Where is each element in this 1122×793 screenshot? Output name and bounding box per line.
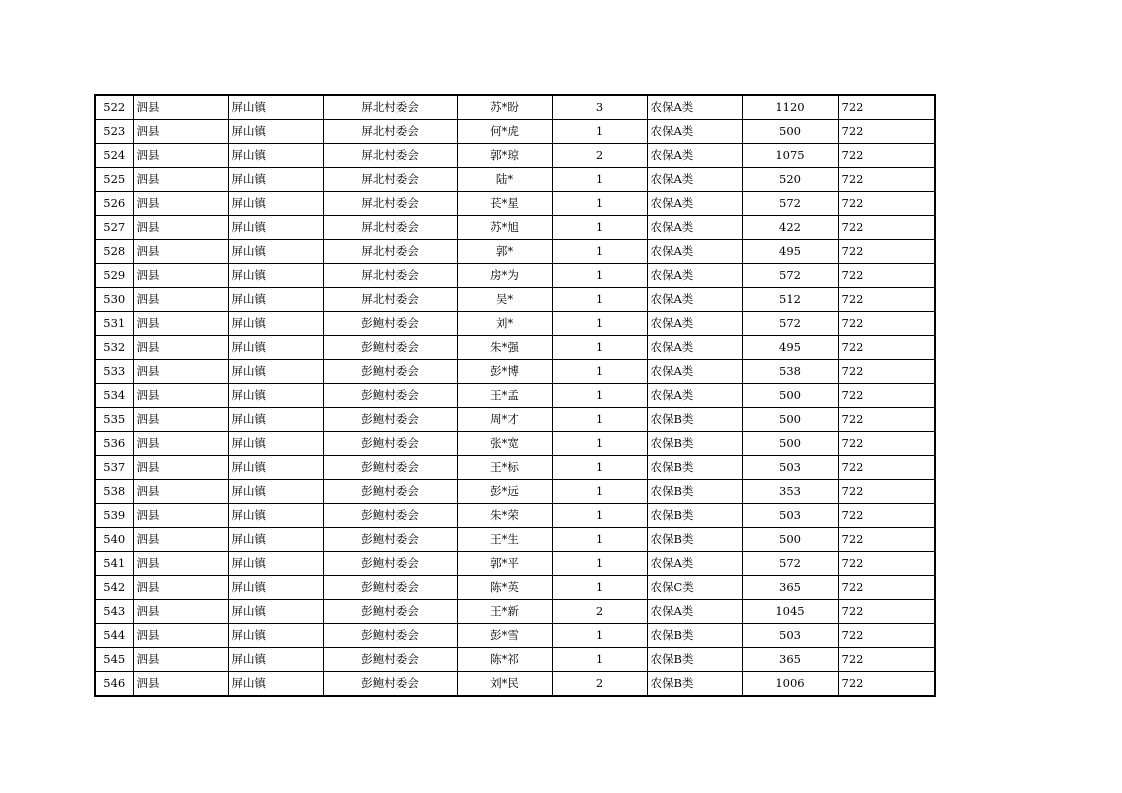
- village-cell: 屏北村委会: [323, 120, 457, 144]
- village-cell: 彭鲍村委会: [323, 432, 457, 456]
- town-cell: 屏山镇: [228, 600, 323, 624]
- amount-cell: 422: [742, 216, 838, 240]
- table-row: [95, 648, 935, 672]
- amount-cell: 1120: [742, 95, 838, 120]
- county-cell: 泗县: [133, 456, 228, 480]
- count-cell: 1: [552, 504, 647, 528]
- county-cell: 泗县: [133, 264, 228, 288]
- table-row: [95, 360, 935, 384]
- village-cell: 彭鲍村委会: [323, 384, 457, 408]
- row-number-cell: 522: [95, 95, 133, 120]
- name-cell: 王*生: [457, 528, 552, 552]
- category-cell: 农保B类: [647, 504, 742, 528]
- code-cell: 722: [838, 384, 935, 408]
- table-row: [95, 552, 935, 576]
- row-number-cell: 528: [95, 240, 133, 264]
- code-cell: 722: [838, 336, 935, 360]
- amount-cell: 503: [742, 504, 838, 528]
- amount-cell: 500: [742, 120, 838, 144]
- row-number-cell: 541: [95, 552, 133, 576]
- code-cell: 722: [838, 168, 935, 192]
- village-cell: 彭鲍村委会: [323, 408, 457, 432]
- village-cell: 彭鲍村委会: [323, 672, 457, 697]
- name-cell: 张*宽: [457, 432, 552, 456]
- count-cell: 1: [552, 624, 647, 648]
- county-cell: 泗县: [133, 384, 228, 408]
- code-cell: 722: [838, 648, 935, 672]
- table-row: [95, 504, 935, 528]
- county-cell: 泗县: [133, 240, 228, 264]
- count-cell: 1: [552, 480, 647, 504]
- village-cell: 彭鲍村委会: [323, 360, 457, 384]
- amount-cell: 512: [742, 288, 838, 312]
- amount-cell: 572: [742, 192, 838, 216]
- table-row: [95, 120, 935, 144]
- amount-cell: 503: [742, 624, 838, 648]
- village-cell: 彭鲍村委会: [323, 480, 457, 504]
- name-cell: 苏*旭: [457, 216, 552, 240]
- category-cell: 农保A类: [647, 288, 742, 312]
- category-cell: 农保A类: [647, 264, 742, 288]
- code-cell: 722: [838, 600, 935, 624]
- table-row: [95, 144, 935, 168]
- row-number-cell: 544: [95, 624, 133, 648]
- count-cell: 1: [552, 408, 647, 432]
- town-cell: 屏山镇: [228, 528, 323, 552]
- category-cell: 农保A类: [647, 120, 742, 144]
- count-cell: 3: [552, 95, 647, 120]
- name-cell: 朱*荣: [457, 504, 552, 528]
- name-cell: 郭*琼: [457, 144, 552, 168]
- village-cell: 彭鲍村委会: [323, 552, 457, 576]
- category-cell: 农保A类: [647, 600, 742, 624]
- code-cell: 722: [838, 360, 935, 384]
- name-cell: 刘*: [457, 312, 552, 336]
- amount-cell: 1045: [742, 600, 838, 624]
- name-cell: 陈*英: [457, 576, 552, 600]
- row-number-cell: 534: [95, 384, 133, 408]
- amount-cell: 572: [742, 312, 838, 336]
- data-table: [94, 94, 936, 697]
- code-cell: 722: [838, 95, 935, 120]
- row-number-cell: 535: [95, 408, 133, 432]
- amount-cell: 365: [742, 648, 838, 672]
- count-cell: 1: [552, 432, 647, 456]
- row-number-cell: 530: [95, 288, 133, 312]
- amount-cell: 353: [742, 480, 838, 504]
- town-cell: 屏山镇: [228, 288, 323, 312]
- town-cell: 屏山镇: [228, 648, 323, 672]
- county-cell: 泗县: [133, 672, 228, 697]
- town-cell: 屏山镇: [228, 144, 323, 168]
- table-row: [95, 216, 935, 240]
- name-cell: 郭*平: [457, 552, 552, 576]
- table-row: [95, 576, 935, 600]
- name-cell: 周*才: [457, 408, 552, 432]
- table-row: [95, 456, 935, 480]
- category-cell: 农保A类: [647, 360, 742, 384]
- table-row: [95, 384, 935, 408]
- county-cell: 泗县: [133, 480, 228, 504]
- amount-cell: 495: [742, 240, 838, 264]
- name-cell: 彭*雪: [457, 624, 552, 648]
- town-cell: 屏山镇: [228, 240, 323, 264]
- village-cell: 屏北村委会: [323, 144, 457, 168]
- county-cell: 泗县: [133, 120, 228, 144]
- town-cell: 屏山镇: [228, 336, 323, 360]
- town-cell: 屏山镇: [228, 264, 323, 288]
- name-cell: 王*标: [457, 456, 552, 480]
- code-cell: 722: [838, 480, 935, 504]
- name-cell: 陈*祁: [457, 648, 552, 672]
- code-cell: 722: [838, 312, 935, 336]
- name-cell: 陆*: [457, 168, 552, 192]
- county-cell: 泗县: [133, 95, 228, 120]
- village-cell: 彭鲍村委会: [323, 624, 457, 648]
- row-number-cell: 527: [95, 216, 133, 240]
- village-cell: 屏北村委会: [323, 288, 457, 312]
- name-cell: 房*为: [457, 264, 552, 288]
- code-cell: 722: [838, 576, 935, 600]
- county-cell: 泗县: [133, 216, 228, 240]
- table-row: [95, 528, 935, 552]
- village-cell: 彭鲍村委会: [323, 456, 457, 480]
- row-number-cell: 540: [95, 528, 133, 552]
- town-cell: 屏山镇: [228, 480, 323, 504]
- code-cell: 722: [838, 432, 935, 456]
- town-cell: 屏山镇: [228, 192, 323, 216]
- row-number-cell: 536: [95, 432, 133, 456]
- category-cell: 农保A类: [647, 95, 742, 120]
- category-cell: 农保B类: [647, 528, 742, 552]
- table-row: [95, 95, 935, 120]
- amount-cell: 572: [742, 264, 838, 288]
- town-cell: 屏山镇: [228, 360, 323, 384]
- amount-cell: 572: [742, 552, 838, 576]
- category-cell: 农保B类: [647, 648, 742, 672]
- count-cell: 1: [552, 360, 647, 384]
- table-row: [95, 288, 935, 312]
- village-cell: 彭鲍村委会: [323, 528, 457, 552]
- category-cell: 农保A类: [647, 336, 742, 360]
- village-cell: 屏北村委会: [323, 168, 457, 192]
- category-cell: 农保A类: [647, 168, 742, 192]
- town-cell: 屏山镇: [228, 576, 323, 600]
- town-cell: 屏山镇: [228, 672, 323, 697]
- name-cell: 吴*: [457, 288, 552, 312]
- village-cell: 彭鲍村委会: [323, 336, 457, 360]
- row-number-cell: 533: [95, 360, 133, 384]
- code-cell: 722: [838, 456, 935, 480]
- count-cell: 1: [552, 312, 647, 336]
- county-cell: 泗县: [133, 552, 228, 576]
- category-cell: 农保A类: [647, 384, 742, 408]
- count-cell: 1: [552, 216, 647, 240]
- code-cell: 722: [838, 288, 935, 312]
- amount-cell: 520: [742, 168, 838, 192]
- county-cell: 泗县: [133, 312, 228, 336]
- table-body: [95, 95, 935, 696]
- amount-cell: 500: [742, 432, 838, 456]
- town-cell: 屏山镇: [228, 95, 323, 120]
- code-cell: 722: [838, 264, 935, 288]
- code-cell: 722: [838, 408, 935, 432]
- amount-cell: 495: [742, 336, 838, 360]
- row-number-cell: 532: [95, 336, 133, 360]
- village-cell: 屏北村委会: [323, 240, 457, 264]
- code-cell: 722: [838, 672, 935, 697]
- name-cell: 王*新: [457, 600, 552, 624]
- count-cell: 1: [552, 168, 647, 192]
- name-cell: 刘*民: [457, 672, 552, 697]
- code-cell: 722: [838, 528, 935, 552]
- table-row: [95, 432, 935, 456]
- count-cell: 1: [552, 528, 647, 552]
- town-cell: 屏山镇: [228, 456, 323, 480]
- amount-cell: 500: [742, 408, 838, 432]
- table-row: [95, 336, 935, 360]
- table-row: [95, 264, 935, 288]
- count-cell: 1: [552, 384, 647, 408]
- row-number-cell: 523: [95, 120, 133, 144]
- table-row: [95, 168, 935, 192]
- town-cell: 屏山镇: [228, 120, 323, 144]
- row-number-cell: 529: [95, 264, 133, 288]
- name-cell: 彭*远: [457, 480, 552, 504]
- county-cell: 泗县: [133, 360, 228, 384]
- category-cell: 农保B类: [647, 624, 742, 648]
- village-cell: 屏北村委会: [323, 216, 457, 240]
- code-cell: 722: [838, 120, 935, 144]
- county-cell: 泗县: [133, 192, 228, 216]
- row-number-cell: 525: [95, 168, 133, 192]
- amount-cell: 1006: [742, 672, 838, 697]
- count-cell: 2: [552, 672, 647, 697]
- category-cell: 农保B类: [647, 432, 742, 456]
- name-cell: 彭*博: [457, 360, 552, 384]
- town-cell: 屏山镇: [228, 504, 323, 528]
- county-cell: 泗县: [133, 432, 228, 456]
- village-cell: 彭鲍村委会: [323, 600, 457, 624]
- category-cell: 农保B类: [647, 480, 742, 504]
- category-cell: 农保B类: [647, 672, 742, 697]
- category-cell: 农保A类: [647, 192, 742, 216]
- code-cell: 722: [838, 624, 935, 648]
- county-cell: 泗县: [133, 168, 228, 192]
- count-cell: 1: [552, 648, 647, 672]
- county-cell: 泗县: [133, 648, 228, 672]
- row-number-cell: 526: [95, 192, 133, 216]
- category-cell: 农保C类: [647, 576, 742, 600]
- name-cell: 何*虎: [457, 120, 552, 144]
- count-cell: 1: [552, 120, 647, 144]
- count-cell: 1: [552, 552, 647, 576]
- count-cell: 1: [552, 456, 647, 480]
- town-cell: 屏山镇: [228, 432, 323, 456]
- category-cell: 农保A类: [647, 312, 742, 336]
- town-cell: 屏山镇: [228, 408, 323, 432]
- name-cell: 朱*强: [457, 336, 552, 360]
- category-cell: 农保A类: [647, 144, 742, 168]
- village-cell: 彭鲍村委会: [323, 312, 457, 336]
- category-cell: 农保A类: [647, 552, 742, 576]
- row-number-cell: 538: [95, 480, 133, 504]
- row-number-cell: 545: [95, 648, 133, 672]
- row-number-cell: 542: [95, 576, 133, 600]
- amount-cell: 365: [742, 576, 838, 600]
- table-row: [95, 600, 935, 624]
- name-cell: 苌*星: [457, 192, 552, 216]
- county-cell: 泗县: [133, 624, 228, 648]
- amount-cell: 503: [742, 456, 838, 480]
- village-cell: 屏北村委会: [323, 264, 457, 288]
- amount-cell: 1075: [742, 144, 838, 168]
- count-cell: 2: [552, 144, 647, 168]
- table-row: [95, 408, 935, 432]
- town-cell: 屏山镇: [228, 384, 323, 408]
- row-number-cell: 524: [95, 144, 133, 168]
- count-cell: 1: [552, 288, 647, 312]
- category-cell: 农保A类: [647, 240, 742, 264]
- village-cell: 彭鲍村委会: [323, 648, 457, 672]
- name-cell: 苏*盼: [457, 95, 552, 120]
- town-cell: 屏山镇: [228, 552, 323, 576]
- name-cell: 郭*: [457, 240, 552, 264]
- row-number-cell: 546: [95, 672, 133, 697]
- category-cell: 农保B类: [647, 408, 742, 432]
- category-cell: 农保A类: [647, 216, 742, 240]
- table-row: [95, 672, 935, 697]
- town-cell: 屏山镇: [228, 312, 323, 336]
- amount-cell: 538: [742, 360, 838, 384]
- count-cell: 1: [552, 576, 647, 600]
- county-cell: 泗县: [133, 336, 228, 360]
- table-row: [95, 192, 935, 216]
- village-cell: 彭鲍村委会: [323, 576, 457, 600]
- category-cell: 农保B类: [647, 456, 742, 480]
- amount-cell: 500: [742, 384, 838, 408]
- table-row: [95, 480, 935, 504]
- row-number-cell: 543: [95, 600, 133, 624]
- village-cell: 屏北村委会: [323, 192, 457, 216]
- row-number-cell: 531: [95, 312, 133, 336]
- code-cell: 722: [838, 240, 935, 264]
- count-cell: 2: [552, 600, 647, 624]
- county-cell: 泗县: [133, 144, 228, 168]
- code-cell: 722: [838, 216, 935, 240]
- county-cell: 泗县: [133, 600, 228, 624]
- amount-cell: 500: [742, 528, 838, 552]
- code-cell: 722: [838, 504, 935, 528]
- code-cell: 722: [838, 192, 935, 216]
- name-cell: 王*孟: [457, 384, 552, 408]
- row-number-cell: 537: [95, 456, 133, 480]
- village-cell: 屏北村委会: [323, 95, 457, 120]
- county-cell: 泗县: [133, 288, 228, 312]
- town-cell: 屏山镇: [228, 216, 323, 240]
- table-row: [95, 312, 935, 336]
- town-cell: 屏山镇: [228, 168, 323, 192]
- county-cell: 泗县: [133, 504, 228, 528]
- count-cell: 1: [552, 192, 647, 216]
- count-cell: 1: [552, 336, 647, 360]
- county-cell: 泗县: [133, 528, 228, 552]
- county-cell: 泗县: [133, 408, 228, 432]
- code-cell: 722: [838, 144, 935, 168]
- count-cell: 1: [552, 264, 647, 288]
- village-cell: 彭鲍村委会: [323, 504, 457, 528]
- town-cell: 屏山镇: [228, 624, 323, 648]
- code-cell: 722: [838, 552, 935, 576]
- table-row: [95, 240, 935, 264]
- row-number-cell: 539: [95, 504, 133, 528]
- county-cell: 泗县: [133, 576, 228, 600]
- table-row: [95, 624, 935, 648]
- count-cell: 1: [552, 240, 647, 264]
